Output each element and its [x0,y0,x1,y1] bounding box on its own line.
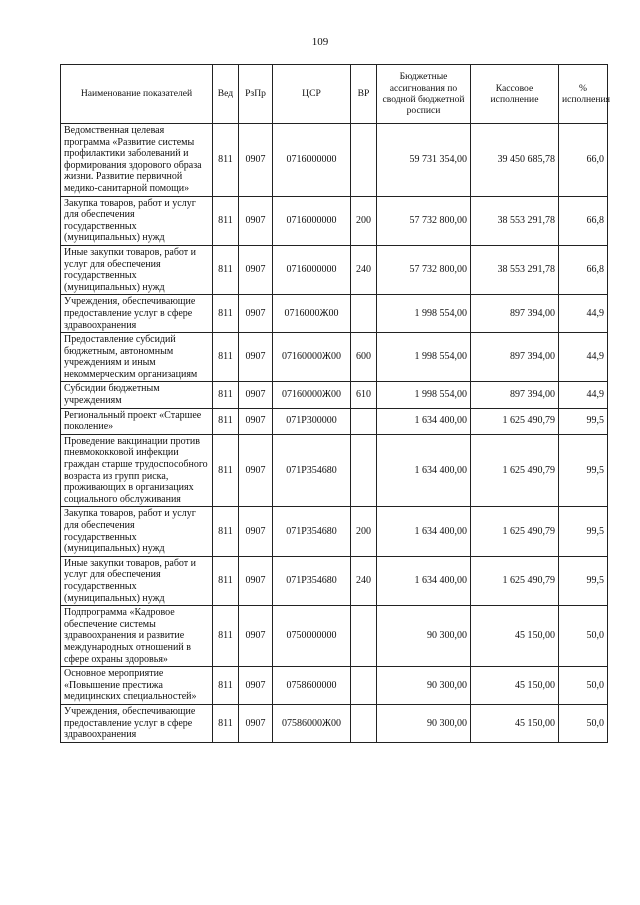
cell-csr: 071P354680 [273,434,351,507]
cell-ved: 811 [213,245,239,294]
cell-rzpr: 0907 [239,295,273,333]
cell-execution: 897 394,00 [471,295,559,333]
cell-budget: 1 998 554,00 [377,295,471,333]
table-row [61,556,608,605]
cell-execution: 1 625 490,79 [471,507,559,556]
cell-rzpr: 0907 [239,507,273,556]
table-row [61,507,608,556]
cell-rzpr: 0907 [239,704,273,742]
cell-name: Иные закупки товаров, работ и услуг для обеспечения государственных (муниципальных) нужд [61,556,213,605]
header-name: Наименование показателей [61,65,213,124]
cell-execution: 897 394,00 [471,333,559,382]
table-row [61,245,608,294]
cell-vr: 610 [351,382,377,408]
cell-ved: 811 [213,196,239,245]
cell-name: Иные закупки товаров, работ и услуг для обеспечения государственных (муниципальных) нужд [61,245,213,294]
cell-rzpr: 0907 [239,408,273,434]
cell-csr: 071P354680 [273,507,351,556]
cell-name: Основное мероприятие «Повышение престижа медицинских специальностей» [61,667,213,705]
header-csr: ЦСР [273,65,351,124]
cell-execution: 39 450 685,78 [471,124,559,197]
header-execution: Кассовое исполнение [471,65,559,124]
cell-execution: 45 150,00 [471,606,559,667]
cell-rzpr: 0907 [239,382,273,408]
header-row [61,65,608,124]
table-row [61,295,608,333]
cell-budget: 57 732 800,00 [377,196,471,245]
cell-csr: 07160000Ж00 [273,382,351,408]
cell-vr: 200 [351,507,377,556]
budget-execution-table [60,64,611,743]
cell-budget: 57 732 800,00 [377,245,471,294]
cell-execution: 38 553 291,78 [471,245,559,294]
cell-budget: 90 300,00 [377,606,471,667]
table-row [61,333,608,382]
cell-percent: 44,9 [559,382,608,408]
cell-ved: 811 [213,704,239,742]
cell-vr: 200 [351,196,377,245]
page-number: 109 [311,36,329,48]
cell-execution: 1 625 490,79 [471,556,559,605]
cell-vr [351,704,377,742]
cell-percent: 44,9 [559,295,608,333]
cell-ved: 811 [213,295,239,333]
cell-name: Ведомственная целевая программа «Развитие системы профилактики заболеваний и формирования здорового образа жизни. Развитие первичной медико-санитарной помощи» [61,124,213,197]
cell-budget: 90 300,00 [377,704,471,742]
cell-budget: 1 998 554,00 [377,382,471,408]
cell-name: Учреждения, обеспечивающие предоставление услуг в сфере здравоохранения [61,295,213,333]
cell-csr: 0716000000 [273,245,351,294]
cell-rzpr: 0907 [239,667,273,705]
table-row [61,606,608,667]
cell-percent: 66,8 [559,245,608,294]
cell-rzpr: 0907 [239,556,273,605]
cell-rzpr: 0907 [239,606,273,667]
cell-ved: 811 [213,124,239,197]
cell-name: Региональный проект «Старшее поколение» [61,408,213,434]
cell-csr: 0716000Ж00 [273,295,351,333]
cell-csr: 0716000000 [273,124,351,197]
cell-ved: 811 [213,606,239,667]
cell-ved: 811 [213,382,239,408]
cell-execution: 1 625 490,79 [471,408,559,434]
cell-execution: 897 394,00 [471,382,559,408]
cell-rzpr: 0907 [239,124,273,197]
cell-vr [351,295,377,333]
table-body [61,124,608,743]
cell-percent: 50,0 [559,606,608,667]
cell-percent: 50,0 [559,667,608,705]
cell-name: Проведение вакцинации против пневмококковой инфекции граждан старше трудоспособного возраста из групп риска, проживающих в организациях социального обслуживания [61,434,213,507]
table-row [61,704,608,742]
cell-rzpr: 0907 [239,333,273,382]
table-row [61,124,608,197]
cell-budget: 90 300,00 [377,667,471,705]
cell-csr: 07586000Ж00 [273,704,351,742]
cell-execution: 45 150,00 [471,704,559,742]
table-row [61,382,608,408]
cell-budget: 1 634 400,00 [377,408,471,434]
cell-percent: 99,5 [559,408,608,434]
cell-name: Закупка товаров, работ и услуг для обеспечения государственных (муниципальных) нужд [61,196,213,245]
table-row [61,408,608,434]
cell-name: Субсидии бюджетным учреждениям [61,382,213,408]
cell-csr: 0758600000 [273,667,351,705]
table-row [61,667,608,705]
cell-percent: 50,0 [559,704,608,742]
cell-csr: 0750000000 [273,606,351,667]
cell-percent: 99,5 [559,434,608,507]
cell-budget: 59 731 354,00 [377,124,471,197]
cell-vr [351,434,377,507]
cell-percent: 66,8 [559,196,608,245]
cell-vr: 600 [351,333,377,382]
header-percent: % исполнения [559,65,608,124]
cell-budget: 1 634 400,00 [377,507,471,556]
cell-vr [351,667,377,705]
cell-vr [351,606,377,667]
cell-ved: 811 [213,556,239,605]
cell-percent: 99,5 [559,507,608,556]
cell-ved: 811 [213,507,239,556]
header-ved: Вед [213,65,239,124]
cell-percent: 44,9 [559,333,608,382]
table-row [61,434,608,507]
cell-ved: 811 [213,408,239,434]
header-vr: ВР [351,65,377,124]
cell-name: Предоставление субсидий бюджетным, автономным учреждениям и иным некоммерческим организациям [61,333,213,382]
cell-rzpr: 0907 [239,196,273,245]
cell-ved: 811 [213,434,239,507]
cell-percent: 99,5 [559,556,608,605]
cell-budget: 1 634 400,00 [377,434,471,507]
cell-csr: 0716000000 [273,196,351,245]
cell-budget: 1 998 554,00 [377,333,471,382]
cell-name: Учреждения, обеспечивающие предоставление услуг в сфере здравоохранения [61,704,213,742]
cell-ved: 811 [213,333,239,382]
cell-vr: 240 [351,245,377,294]
cell-csr: 071P300000 [273,408,351,434]
cell-name: Подпрограмма «Кадровое обеспечение системы здравоохранения и развитие международных отношений в сфере охраны здоровья» [61,606,213,667]
cell-vr [351,408,377,434]
header-budget: Бюджетные ассигнования по сводной бюджетной росписи [377,65,471,124]
cell-execution: 1 625 490,79 [471,434,559,507]
cell-budget: 1 634 400,00 [377,556,471,605]
cell-csr: 071P354680 [273,556,351,605]
cell-vr: 240 [351,556,377,605]
cell-ved: 811 [213,667,239,705]
cell-percent: 66,0 [559,124,608,197]
cell-rzpr: 0907 [239,245,273,294]
cell-rzpr: 0907 [239,434,273,507]
cell-csr: 07160000Ж00 [273,333,351,382]
cell-execution: 45 150,00 [471,667,559,705]
cell-execution: 38 553 291,78 [471,196,559,245]
cell-vr [351,124,377,197]
table-row [61,196,608,245]
header-rzpr: РзПр [239,65,273,124]
cell-name: Закупка товаров, работ и услуг для обеспечения государственных (муниципальных) нужд [61,507,213,556]
